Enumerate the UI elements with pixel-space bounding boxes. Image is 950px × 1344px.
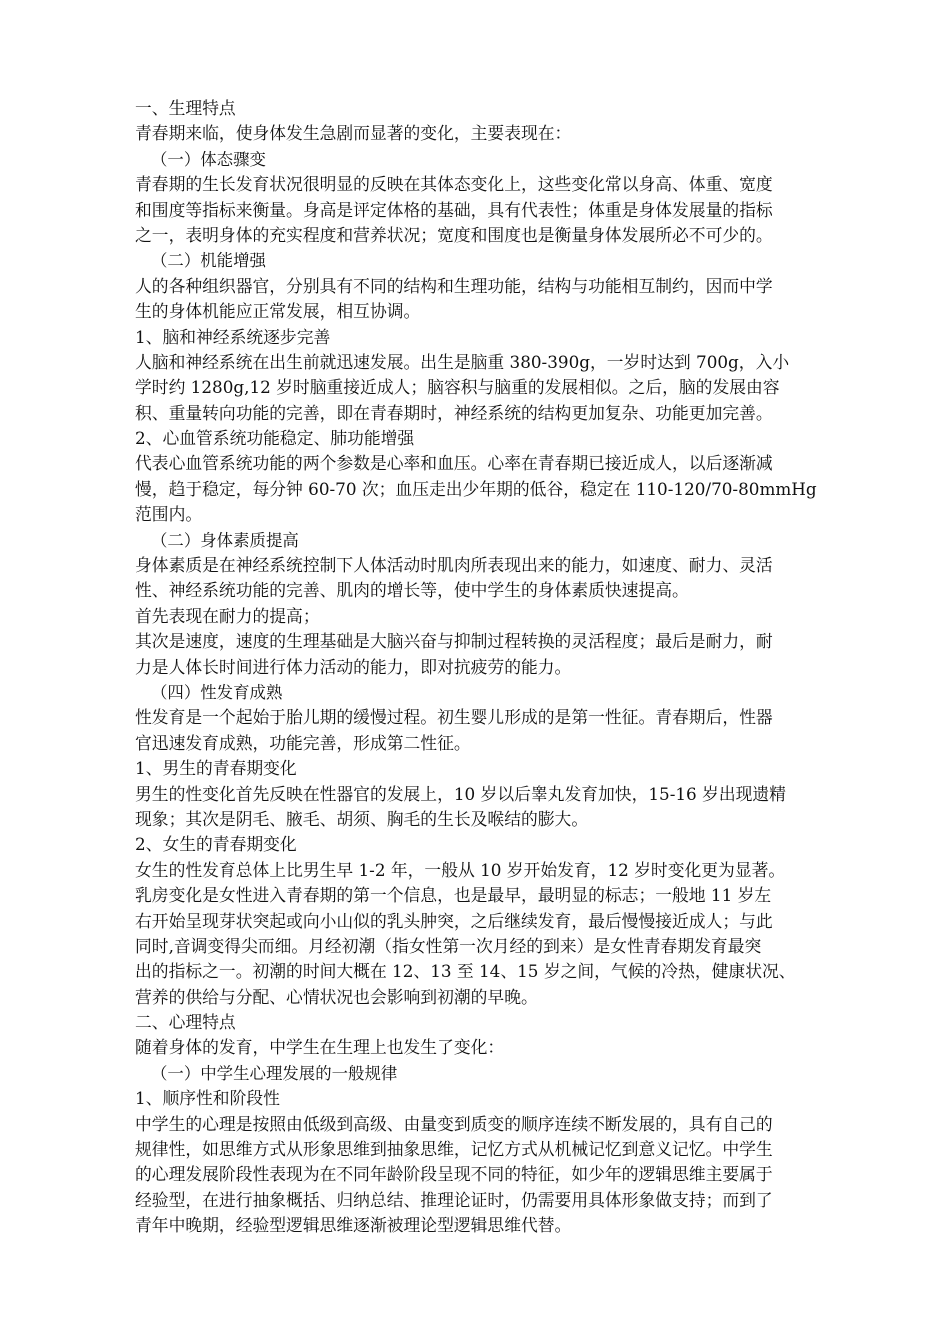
text-line: 2、女生的青春期变化 <box>135 834 297 855</box>
text-line: 积、重量转向功能的完善，即在青春期时，神经系统的结构更加复杂、功能更加完善。 <box>135 402 773 423</box>
text-line: 人的各种组织器官，分别具有不同的结构和生理功能，结构与功能相互制约，因而中学 <box>135 275 773 296</box>
text-line: 经验型，在进行抽象概括、归纳总结、推理论证时，仍需要用具体形象做支持；而到了 <box>135 1189 773 1210</box>
text-line: （四）性发育成熟 <box>151 682 283 702</box>
text-line: 营养的供给与分配、心情状况也会影响到初潮的早晚。 <box>135 986 538 1007</box>
text-line: 出的指标之一。初潮的时间大概在 12、13 至 14、15 岁之间，气候的冷热，健康状况、 <box>135 961 796 982</box>
text-line: 生的身体机能应正常发展，相互协调。 <box>135 301 421 322</box>
text-line: 性、神经系统功能的完善、肌肉的增长等，使中学生的身体素质快速提高。 <box>135 580 689 601</box>
text-line: 右开始呈现芽状突起或向小山似的乳头肿突，之后继续发育，最后慢慢接近成人；与此 <box>135 910 773 931</box>
text-line: 2、心血管系统功能稳定、肺功能增强 <box>135 428 415 449</box>
text-line: 官迅速发育成熟，功能完善，形成第二性征。 <box>135 732 471 753</box>
text-line: 二、心理特点 <box>135 1012 236 1033</box>
text-line: 现象；其次是阴毛、腋毛、胡须、胸毛的生长及喉结的膨大。 <box>135 808 589 829</box>
text-line: 其次是速度，速度的生理基础是大脑兴奋与抑制过程转换的灵活程度；最后是耐力，耐 <box>135 631 773 652</box>
text-line: 中学生的心理是按照由低级到高级、由量变到质变的顺序连续不断发展的，具有自己的 <box>135 1113 773 1134</box>
text-line: 的心理发展阶段性表现为在不同年龄阶段呈现不同的特征，如少年的逻辑思维主要属于 <box>135 1164 773 1185</box>
text-line: 人脑和神经系统在出生前就迅速发展。出生是脑重 380-390g，一岁时达到 700g，入小 <box>135 351 790 372</box>
document-body <box>135 96 855 1239</box>
text-line: 青春期的生长发育状况很明显的反映在其体态变化上，这些变化常以身高、体重、宽度 <box>135 174 773 195</box>
text-line: （二）机能增强 <box>151 251 266 271</box>
text-line: 身体素质是在神经系统控制下人体活动时肌肉所表现出来的能力，如速度、耐力、灵活 <box>135 555 773 576</box>
text-line: 随着身体的发育，中学生在生理上也发生了变化： <box>135 1037 505 1058</box>
text-line: 1、男生的青春期变化 <box>135 758 297 779</box>
text-line: 1、顺序性和阶段性 <box>135 1088 280 1109</box>
text-line: 和围度等指标来衡量。身高是评定体格的基础，具有代表性；体重是身体发展量的指标 <box>135 199 773 220</box>
text-line: 力是人体长时间进行体力活动的能力，即对抗疲劳的能力。 <box>135 656 572 677</box>
text-line: 代表心血管系统功能的两个参数是心率和血压。心率在青春期已接近成人，以后逐渐减 <box>135 453 773 474</box>
text-line: 青年中晚期，经验型逻辑思维逐渐被理论型逻辑思维代替。 <box>135 1215 572 1236</box>
text-line: 女生的性发育总体上比男生早 1-2 年，一般从 10 岁开始发育，12 岁时变化更为显著。 <box>135 859 786 880</box>
text-line: 1、脑和神经系统逐步完善 <box>135 326 331 347</box>
text-line: 首先表现在耐力的提高； <box>135 605 320 626</box>
text-line: 男生的性变化首先反映在性器官的发展上，10 岁以后睾丸发育加快，15-16 岁出现遗精 <box>135 783 786 804</box>
text-line: 慢，趋于稳定，每分钟 60-70 次；血压走出少年期的低谷，稳定在 110-120/70-80mmHg <box>135 478 817 499</box>
text-line: （二）身体素质提高 <box>151 530 299 550</box>
text-line: 规律性，如思维方式从形象思维到抽象思维，记忆方式从机械记忆到意义记忆。中学生 <box>135 1139 773 1160</box>
text-line: 范围内。 <box>135 504 203 525</box>
text-line: 性发育是一个起始于胎儿期的缓慢过程。初生婴儿形成的是第一性征。青春期后，性器 <box>135 707 773 728</box>
text-line: 学时约 1280g,12 岁时脑重接近成人；脑容积与脑重的发展相似。之后，脑的发展由容 <box>135 377 780 398</box>
text-line: 同时,音调变得尖而细。月经初潮（指女性第一次月经的到来）是女性青春期发育最突 <box>135 935 762 956</box>
text-line: 青春期来临，使身体发生急剧而显著的变化，主要表现在： <box>135 123 572 144</box>
text-line: 一、生理特点 <box>135 98 236 118</box>
text-line: （一）中学生心理发展的一般规律 <box>151 1063 398 1083</box>
text-line: （一）体态骤变 <box>151 149 266 169</box>
text-line: 乳房变化是女性进入青春期的第一个信息，也是最早，最明显的标志；一般地 11 岁左 <box>135 885 772 906</box>
text-line: 之一，表明身体的充实程度和营养状况；宽度和围度也是衡量身体发展所必不可少的。 <box>135 224 773 245</box>
